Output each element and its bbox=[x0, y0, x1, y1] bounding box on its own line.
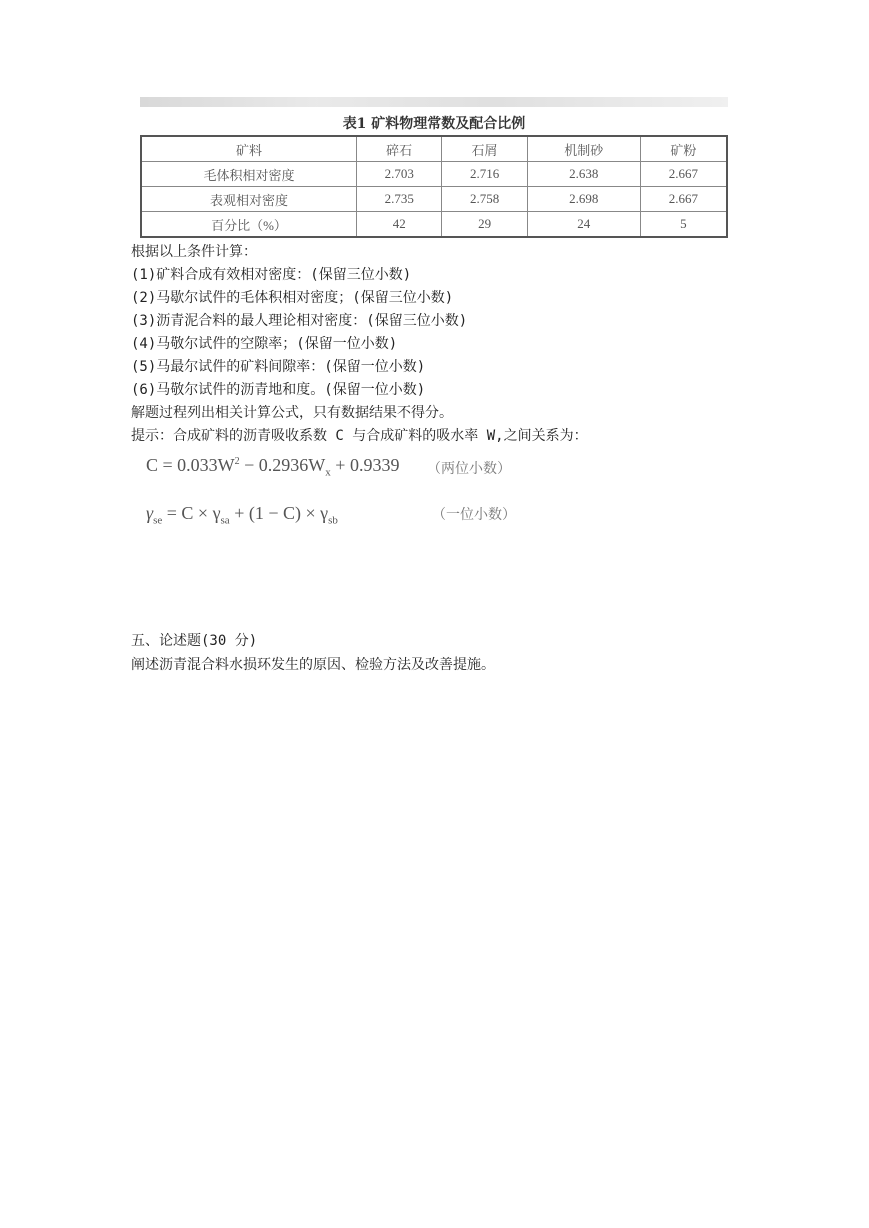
table-cell: 2.667 bbox=[640, 162, 727, 187]
formula-exponent: 2 bbox=[234, 456, 240, 467]
table-header-cell: 碎石 bbox=[357, 136, 442, 162]
table-cell: 表观相对密度 bbox=[141, 187, 357, 212]
table-cell: 29 bbox=[442, 212, 527, 238]
section-title: 五、论述题(30 分) bbox=[131, 633, 258, 649]
requirement-text: 解题过程列出相关计算公式，只有数据结果不得分。 bbox=[131, 405, 453, 421]
formula-effective-density bbox=[146, 503, 338, 527]
question-item: (4)马敬尔试件的空隙率；(保留一位小数) bbox=[131, 336, 398, 352]
table-row bbox=[141, 187, 727, 212]
formula2-precision-note: （一位小数） bbox=[432, 507, 516, 523]
mineral-properties-table bbox=[140, 135, 728, 238]
formula-part: − 0.2936W bbox=[239, 455, 326, 475]
table-cell: 2.716 bbox=[442, 162, 527, 187]
table-cell: 毛体积相对密度 bbox=[141, 162, 357, 187]
table-cell: 百分比（%） bbox=[141, 212, 357, 238]
question-item: (5)马最尔试件的矿料间隙率：(保留一位小数) bbox=[131, 359, 426, 375]
formula-subscript: se bbox=[153, 514, 163, 527]
table-cell: 24 bbox=[527, 212, 640, 238]
formula-subscript: x bbox=[325, 466, 331, 479]
question-item: (2)马歇尔试件的毛体积相对密度；(保留三位小数) bbox=[131, 290, 454, 306]
question-item: (3)沥青泥合料的最人理论相对密度：(保留三位小数) bbox=[131, 313, 468, 329]
formula1-precision-note: （两位小数） bbox=[427, 461, 511, 477]
table-header-cell: 矿粉 bbox=[640, 136, 727, 162]
formula-part: = C × γ bbox=[162, 503, 221, 523]
table-row bbox=[141, 162, 727, 187]
table-header-cell: 矿料 bbox=[141, 136, 357, 162]
table-header-cell: 机制砂 bbox=[527, 136, 640, 162]
question-item: (6)马敬尔试件的沥青地和度。(保留一位小数) bbox=[131, 382, 426, 398]
table-header-cell: 石屑 bbox=[442, 136, 527, 162]
question-item: (1)矿料合成有效相对密度：(保留三位小数) bbox=[131, 267, 412, 283]
formula-part: + (1 − C) × γ bbox=[229, 503, 329, 523]
formula-part: C = 0.033W bbox=[146, 455, 235, 475]
table-row bbox=[141, 212, 727, 238]
formula-part: γ bbox=[146, 503, 154, 523]
table-cell: 42 bbox=[357, 212, 442, 238]
essay-question: 阐述沥青混合料水损环发生的原因、检验方法及改善提施。 bbox=[131, 657, 495, 673]
hint-text: 提示：合成矿料的沥青吸收系数 C 与合成矿料的吸水率 W,之间关系为： bbox=[131, 428, 588, 444]
table-cell: 2.698 bbox=[527, 187, 640, 212]
table-cell: 2.735 bbox=[357, 187, 442, 212]
formula-subscript: sa bbox=[220, 514, 230, 527]
formula-subscript: sb bbox=[328, 514, 338, 527]
table-cell: 5 bbox=[640, 212, 727, 238]
formula-absorption-coefficient bbox=[146, 455, 399, 479]
scan-artifact-strip bbox=[140, 97, 728, 107]
table-cell: 2.638 bbox=[527, 162, 640, 187]
table-cell: 2.667 bbox=[640, 187, 727, 212]
table-header-row bbox=[141, 136, 727, 162]
table-cell: 2.703 bbox=[357, 162, 442, 187]
table-cell: 2.758 bbox=[442, 187, 527, 212]
intro-text: 根据以上条件计算： bbox=[131, 244, 257, 260]
table-title: 表1 矿料物理常数及配合比例 bbox=[342, 116, 526, 132]
formula-part: + 0.9339 bbox=[330, 455, 400, 475]
